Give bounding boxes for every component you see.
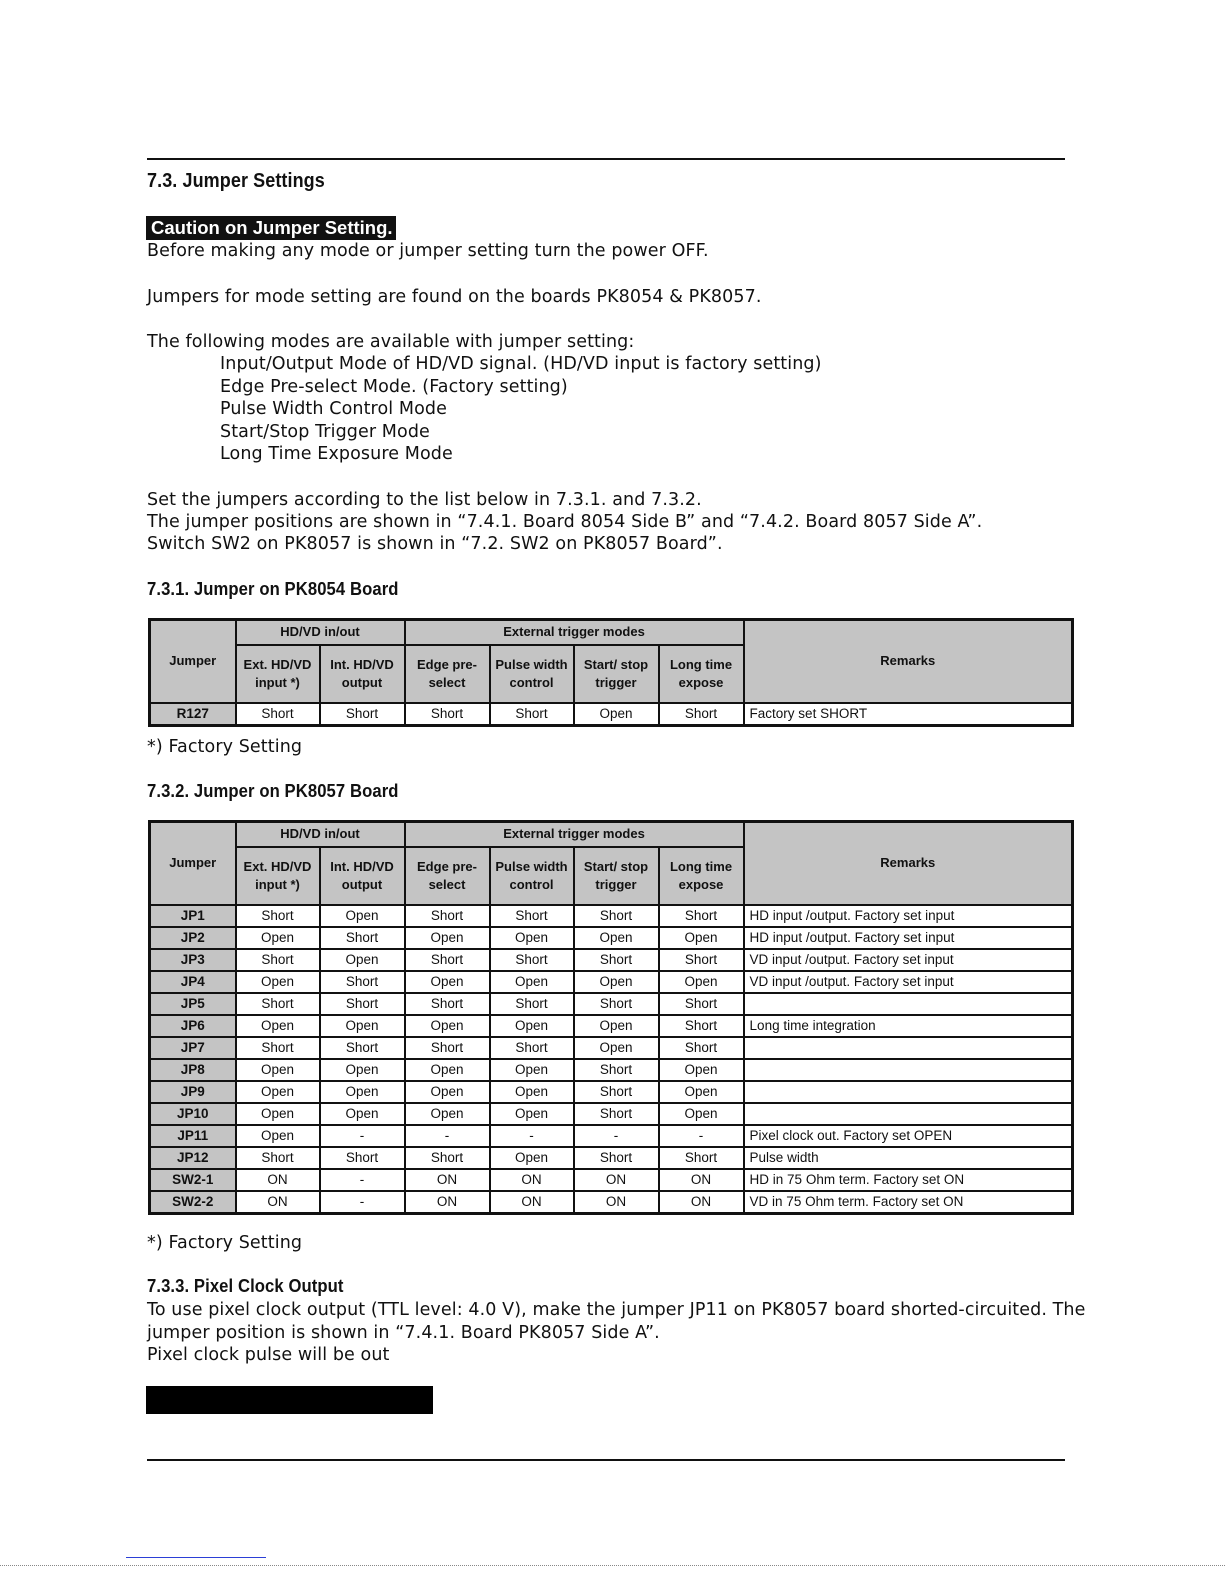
table-row: [150, 1081, 1073, 1103]
cell-start-stop: Open: [574, 927, 659, 949]
table-row: [150, 1037, 1073, 1059]
cell-ext: Short: [236, 703, 320, 726]
cell-pulse: Short: [490, 905, 574, 927]
mode-item: Long Time Exposure Mode: [220, 444, 453, 464]
cell-int: -: [320, 1169, 405, 1191]
header-jumper: Jumper: [150, 620, 236, 703]
cell-ext: ON: [236, 1169, 320, 1191]
header-ext-input: Ext. HD/VD input *): [236, 847, 320, 905]
cell-pulse: Open: [490, 971, 574, 993]
mode-item: Input/Output Mode of HD/VD signal. (HD/VD input is factory setting): [220, 354, 822, 374]
cell-edge: Open: [405, 927, 490, 949]
cell-jumper: JP12: [150, 1147, 236, 1169]
cell-ext: Open: [236, 927, 320, 949]
header-remarks: Remarks: [744, 822, 1073, 905]
header-remarks: Remarks: [744, 620, 1073, 703]
cell-remarks: [744, 1037, 1073, 1059]
header-edge-preselect: Edge pre-select: [405, 847, 490, 905]
table-row: [150, 993, 1073, 1015]
cell-remarks: HD input /output. Factory set input: [744, 905, 1073, 927]
cell-edge: Short: [405, 1037, 490, 1059]
pixel-clock-line: Pixel clock pulse will be out: [147, 1345, 390, 1365]
header-long-time: Long time expose: [659, 847, 744, 905]
cell-ext: Short: [236, 993, 320, 1015]
header-external-trigger: External trigger modes: [405, 620, 744, 645]
cell-long-time: ON: [659, 1169, 744, 1191]
cell-int: Open: [320, 905, 405, 927]
section2-title: 7.3.2. Jumper on PK8057 Board: [147, 780, 399, 801]
header-pulse-width: Pulse width control: [490, 847, 574, 905]
table-row: [150, 971, 1073, 993]
cell-long-time: Open: [659, 1059, 744, 1081]
cell-int: Open: [320, 1081, 405, 1103]
pk8057-jumper-table: [148, 820, 1074, 1215]
mode-item: Start/Stop Trigger Mode: [220, 422, 430, 442]
cell-remarks: HD in 75 Ohm term. Factory set ON: [744, 1169, 1073, 1191]
cell-pulse: Short: [490, 703, 574, 726]
cell-long-time: Short: [659, 993, 744, 1015]
cell-start-stop: ON: [574, 1191, 659, 1214]
cell-pulse: ON: [490, 1191, 574, 1214]
cell-pulse: Open: [490, 1103, 574, 1125]
cell-edge: Open: [405, 1103, 490, 1125]
cell-long-time: Open: [659, 971, 744, 993]
cell-jumper: JP1: [150, 905, 236, 927]
cell-jumper: JP7: [150, 1037, 236, 1059]
cell-start-stop: Short: [574, 993, 659, 1015]
page-edge-dotted-line: [0, 1565, 1225, 1566]
section3-title: 7.3.3. Pixel Clock Output: [147, 1275, 344, 1296]
redaction-bar: [146, 1386, 433, 1414]
cell-pulse: Short: [490, 993, 574, 1015]
footnote-2: *) Factory Setting: [147, 1233, 303, 1253]
cell-start-stop: Short: [574, 1103, 659, 1125]
table-row: [150, 949, 1073, 971]
cell-remarks: Pulse width: [744, 1147, 1073, 1169]
pixel-clock-line: jumper position is shown in “7.4.1. Board PK8057 Side A”.: [147, 1323, 660, 1343]
cell-remarks: Factory set SHORT: [744, 703, 1073, 726]
footer-link-underline: [126, 1557, 266, 1558]
cell-remarks: [744, 1103, 1073, 1125]
cell-jumper: JP4: [150, 971, 236, 993]
cell-edge: Open: [405, 1059, 490, 1081]
cell-edge: Short: [405, 905, 490, 927]
mode-item: Edge Pre-select Mode. (Factory setting): [220, 377, 568, 397]
header-hdvd: HD/VD in/out: [236, 620, 405, 645]
cell-int: Short: [320, 1147, 405, 1169]
cell-remarks: Pixel clock out. Factory set OPEN: [744, 1125, 1073, 1147]
cell-edge: Short: [405, 993, 490, 1015]
cell-remarks: [744, 1059, 1073, 1081]
cell-jumper: JP10: [150, 1103, 236, 1125]
header-long-time: Long time expose: [659, 645, 744, 703]
bottom-rule: [147, 1459, 1065, 1461]
cell-remarks: VD input /output. Factory set input: [744, 971, 1073, 993]
cell-edge: Short: [405, 949, 490, 971]
cell-edge: -: [405, 1125, 490, 1147]
header-int-output: Int. HD/VD output: [320, 847, 405, 905]
cell-int: Open: [320, 949, 405, 971]
cell-pulse: Open: [490, 1059, 574, 1081]
cell-int: Open: [320, 1059, 405, 1081]
cell-edge: ON: [405, 1191, 490, 1214]
section-heading: 7.3. Jumper Settings: [147, 170, 325, 192]
cell-long-time: Open: [659, 1081, 744, 1103]
header-external-trigger: External trigger modes: [405, 822, 744, 847]
cell-ext: Short: [236, 1037, 320, 1059]
cell-jumper: R127: [150, 703, 236, 726]
cell-remarks: [744, 1081, 1073, 1103]
cell-long-time: Short: [659, 949, 744, 971]
cell-start-stop: Short: [574, 949, 659, 971]
header-jumper: Jumper: [150, 822, 236, 905]
cell-ext: Open: [236, 1125, 320, 1147]
cell-long-time: Short: [659, 905, 744, 927]
mode-item: Pulse Width Control Mode: [220, 399, 447, 419]
cell-ext: Short: [236, 905, 320, 927]
cell-int: Short: [320, 1037, 405, 1059]
cell-int: Open: [320, 1103, 405, 1125]
header-start-stop: Start/ stop trigger: [574, 847, 659, 905]
cell-edge: Short: [405, 703, 490, 726]
cell-pulse: Open: [490, 1081, 574, 1103]
cell-remarks: [744, 993, 1073, 1015]
cell-start-stop: Short: [574, 905, 659, 927]
cell-edge: Open: [405, 1081, 490, 1103]
cell-pulse: Open: [490, 1015, 574, 1037]
cell-pulse: Short: [490, 1037, 574, 1059]
cell-jumper: SW2-2: [150, 1191, 236, 1214]
table-row: [150, 1147, 1073, 1169]
cell-start-stop: Open: [574, 971, 659, 993]
cell-start-stop: Open: [574, 1037, 659, 1059]
cell-long-time: ON: [659, 1191, 744, 1214]
header-start-stop: Start/ stop trigger: [574, 645, 659, 703]
table-row: [150, 1015, 1073, 1037]
cell-start-stop: Short: [574, 1059, 659, 1081]
table-row: [150, 1169, 1073, 1191]
cell-int: Short: [320, 927, 405, 949]
cell-int: Short: [320, 703, 405, 726]
cell-jumper: JP6: [150, 1015, 236, 1037]
caution-text: Before making any mode or jumper setting turn the power OFF.: [147, 241, 709, 261]
caution-label: Caution on Jumper Setting.: [146, 216, 396, 240]
header-hdvd: HD/VD in/out: [236, 822, 405, 847]
cell-remarks: Long time integration: [744, 1015, 1073, 1037]
set-line: Switch SW2 on PK8057 is shown in “7.2. SW2 on PK8057 Board”.: [147, 534, 723, 554]
cell-pulse: Open: [490, 1147, 574, 1169]
cell-edge: Open: [405, 1015, 490, 1037]
cell-jumper: SW2-1: [150, 1169, 236, 1191]
cell-jumper: JP11: [150, 1125, 236, 1147]
table-row: [150, 1191, 1073, 1214]
cell-jumper: JP2: [150, 927, 236, 949]
table-row: [150, 905, 1073, 927]
table-row: [150, 703, 1073, 726]
cell-ext: Open: [236, 1081, 320, 1103]
header-edge-preselect: Edge pre-select: [405, 645, 490, 703]
cell-long-time: -: [659, 1125, 744, 1147]
cell-ext: Short: [236, 949, 320, 971]
cell-remarks: HD input /output. Factory set input: [744, 927, 1073, 949]
header-ext-input: Ext. HD/VD input *): [236, 645, 320, 703]
cell-remarks: VD in 75 Ohm term. Factory set ON: [744, 1191, 1073, 1214]
cell-long-time: Short: [659, 1037, 744, 1059]
top-rule: [147, 158, 1065, 160]
cell-int: Open: [320, 1015, 405, 1037]
set-line: The jumper positions are shown in “7.4.1. Board 8054 Side B” and “7.4.2. Board 8057 Side A”.: [147, 512, 983, 532]
cell-jumper: JP5: [150, 993, 236, 1015]
cell-pulse: Open: [490, 927, 574, 949]
cell-ext: Open: [236, 971, 320, 993]
cell-start-stop: ON: [574, 1169, 659, 1191]
cell-jumper: JP3: [150, 949, 236, 971]
section1-title: 7.3.1. Jumper on PK8054 Board: [147, 578, 399, 599]
cell-pulse: Short: [490, 949, 574, 971]
cell-long-time: Short: [659, 1147, 744, 1169]
cell-pulse: -: [490, 1125, 574, 1147]
table-row: [150, 927, 1073, 949]
cell-start-stop: Open: [574, 703, 659, 726]
pk8054-jumper-table: [148, 618, 1074, 727]
cell-pulse: ON: [490, 1169, 574, 1191]
table-row: [150, 1103, 1073, 1125]
cell-long-time: Open: [659, 927, 744, 949]
cell-int: Short: [320, 971, 405, 993]
cell-start-stop: Short: [574, 1081, 659, 1103]
cell-edge: ON: [405, 1169, 490, 1191]
pixel-clock-line: To use pixel clock output (TTL level: 4.0 V), make the jumper JP11 on PK8057 board shorted-circuited. The: [147, 1300, 1086, 1320]
cell-ext: ON: [236, 1191, 320, 1214]
cell-jumper: JP8: [150, 1059, 236, 1081]
cell-ext: Short: [236, 1147, 320, 1169]
cell-ext: Open: [236, 1059, 320, 1081]
cell-edge: Open: [405, 971, 490, 993]
cell-jumper: JP9: [150, 1081, 236, 1103]
cell-int: Short: [320, 993, 405, 1015]
cell-int: -: [320, 1125, 405, 1147]
cell-ext: Open: [236, 1015, 320, 1037]
boards-text: Jumpers for mode setting are found on the boards PK8054 & PK8057.: [147, 287, 762, 307]
cell-long-time: Short: [659, 703, 744, 726]
table-row: [150, 1125, 1073, 1147]
cell-start-stop: -: [574, 1125, 659, 1147]
header-pulse-width: Pulse width control: [490, 645, 574, 703]
cell-int: -: [320, 1191, 405, 1214]
cell-remarks: VD input /output. Factory set input: [744, 949, 1073, 971]
footnote-1: *) Factory Setting: [147, 737, 303, 757]
modes-intro: The following modes are available with jumper setting:: [147, 332, 635, 352]
cell-long-time: Short: [659, 1015, 744, 1037]
cell-start-stop: Short: [574, 1147, 659, 1169]
cell-long-time: Open: [659, 1103, 744, 1125]
header-int-output: Int. HD/VD output: [320, 645, 405, 703]
cell-edge: Short: [405, 1147, 490, 1169]
cell-start-stop: Open: [574, 1015, 659, 1037]
cell-ext: Open: [236, 1103, 320, 1125]
table-row: [150, 1059, 1073, 1081]
set-line: Set the jumpers according to the list below in 7.3.1. and 7.3.2.: [147, 490, 702, 510]
